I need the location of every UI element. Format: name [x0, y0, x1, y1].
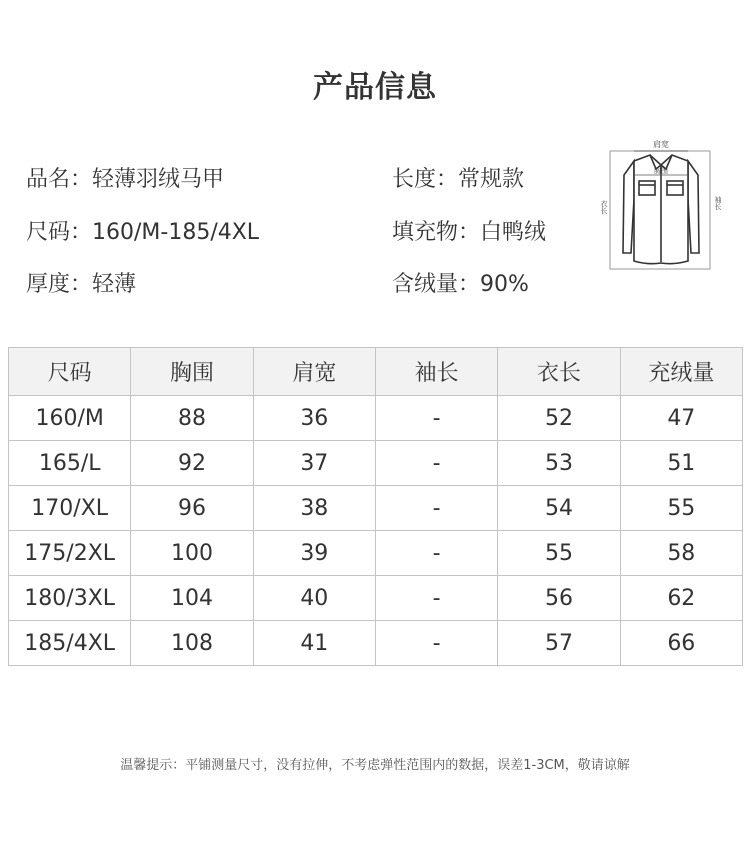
cell-length: 53	[498, 441, 620, 486]
product-down-content: 含绒量：90%	[392, 272, 529, 297]
cell-chest: 96	[131, 486, 253, 531]
cell-down-fill: 51	[620, 441, 742, 486]
cell-down-fill: 66	[620, 621, 742, 666]
cell-down-fill: 47	[620, 396, 742, 441]
cell-length: 57	[498, 621, 620, 666]
cell-down-fill: 58	[620, 531, 742, 576]
cell-chest: 104	[131, 576, 253, 621]
cell-shoulder: 36	[253, 396, 375, 441]
cell-size: 170/XL	[9, 486, 131, 531]
product-size-range: 尺码：160/M-185/4XL	[26, 220, 260, 245]
length-label	[600, 199, 608, 215]
table-row	[9, 621, 743, 666]
product-length: 长度：常规款	[392, 167, 525, 192]
table-row	[9, 486, 743, 531]
table-row	[9, 441, 743, 486]
cell-size: 175/2XL	[9, 531, 131, 576]
cell-sleeve: -	[375, 621, 497, 666]
table-row	[9, 531, 743, 576]
cell-sleeve: -	[375, 396, 497, 441]
cell-length: 54	[498, 486, 620, 531]
table-row	[9, 576, 743, 621]
product-name: 品名：轻薄羽绒马甲	[26, 167, 225, 192]
cell-size: 160/M	[9, 396, 131, 441]
cell-chest: 92	[131, 441, 253, 486]
page-title: 产品信息	[313, 70, 437, 105]
cell-size: 165/L	[9, 441, 131, 486]
cell-length: 52	[498, 396, 620, 441]
product-filling: 填充物：白鸭绒	[392, 220, 547, 245]
header-shoulder: 肩宽	[253, 348, 375, 396]
cell-chest: 100	[131, 531, 253, 576]
cell-shoulder: 38	[253, 486, 375, 531]
cell-length: 56	[498, 576, 620, 621]
header-down-fill: 充绒量	[620, 348, 742, 396]
cell-down-fill: 62	[620, 576, 742, 621]
cell-size: 185/4XL	[9, 621, 131, 666]
cell-shoulder: 40	[253, 576, 375, 621]
cell-chest: 88	[131, 396, 253, 441]
header-length: 衣长	[498, 348, 620, 396]
cell-sleeve: -	[375, 486, 497, 531]
cell-shoulder: 39	[253, 531, 375, 576]
product-thickness: 厚度：轻薄	[26, 272, 137, 297]
chest-label: 胸围	[654, 167, 668, 175]
cell-length: 55	[498, 531, 620, 576]
cell-sleeve: -	[375, 441, 497, 486]
cell-sleeve: -	[375, 576, 497, 621]
shoulder-label: 肩宽	[653, 140, 669, 149]
measurement-note: 温馨提示：平铺测量尺寸，没有拉伸，不考虑弹性范围内的数据，误差1-3CM，敬请谅解	[120, 758, 630, 773]
table-row	[9, 396, 743, 441]
cell-down-fill: 55	[620, 486, 742, 531]
measurement-diagram	[596, 135, 726, 275]
sleeve-label	[714, 195, 722, 211]
svg-text:袖长: 袖长	[714, 196, 722, 210]
size-table	[8, 347, 743, 666]
cell-shoulder: 37	[253, 441, 375, 486]
svg-text:衣长: 衣长	[600, 200, 608, 214]
header-size: 尺码	[9, 348, 131, 396]
header-sleeve: 袖长	[375, 348, 497, 396]
cell-chest: 108	[131, 621, 253, 666]
cell-sleeve: -	[375, 531, 497, 576]
header-chest: 胸围	[131, 348, 253, 396]
table-header-row	[9, 348, 743, 396]
cell-size: 180/3XL	[9, 576, 131, 621]
cell-shoulder: 41	[253, 621, 375, 666]
